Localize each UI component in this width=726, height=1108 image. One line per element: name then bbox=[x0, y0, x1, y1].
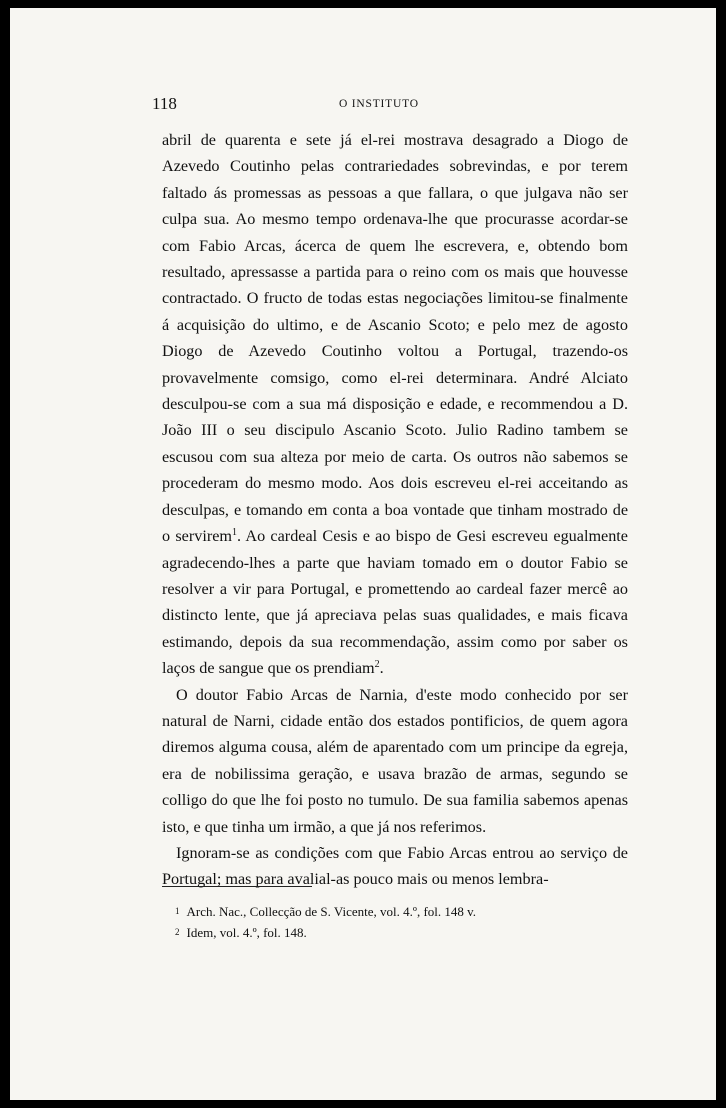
footnote-ref-1[interactable]: 1 bbox=[231, 527, 237, 539]
footnote-2-text: Idem, vol. 4.º, fol. 148. bbox=[186, 925, 307, 940]
body-text bbox=[162, 127, 628, 893]
paragraph-2: O doutor Fabio Arcas de Narnia, d'este modo conhecido por ser natural de Narni, cidade então dos estados pontificios, de quem agora diremos alguma cousa, além de aparentado com um principe da egreja, era de nobilissima geração, e usava brazão de armas, segundo se colligo do que lhe foi posto no tumulo. De sua familia sabemos apenas isto, e que tinha um irmão, a que já nos referimos. bbox=[162, 685, 628, 836]
paragraph-1 bbox=[162, 127, 628, 682]
page-header bbox=[152, 94, 628, 114]
footnote-1-text: Arch. Nac., Collecção de S. Vicente, vol. 4.º, fol. 148 v. bbox=[186, 904, 477, 919]
paragraph-3: Ignoram-se as condições com que Fabio Arcas entrou ao serviço de Portugal; mas para avalial-as pouco mais ou menos lembra- bbox=[162, 843, 628, 889]
paragraph-1-part-a: abril de quarenta e sete já el-rei mostrava desagrado a Diogo de Azevedo Coutinho pelas contrariedades sobrevindas, e por terem faltado ás promessas as pessoas a que fallara, o que julgava não ser culpa sua. Ao mesmo tempo ordenava-lhe que procurasse acordar-se com Fabio Arcas, ácerca de quem lhe escrevera, e, obtendo bom resultado, apressasse a partida para o reino com os mais que houvesse contractado. O fructo de todas estas negociações limitou-se finalmente á acquisição do ultimo, e de Ascanio Scoto; e pelo mez de agosto Diogo de Azevedo Coutinho voltou a Portugal, trazendo-os provavelmente comsigo, como el-rei determinara. André Alciato desculpou-se com a sua má disposição e edade, e recommendou a D. João III o seu discipulo Ascanio Scoto. Julio Radino tambem se escusou com sua alteza por meio de carta. Os outros não sabemos se procederam do mesmo modo. Aos dois escreveu el-rei acceitando as desculpas, e tomando em conta a boa vontade que tinham mostrado de o servirem bbox=[162, 131, 628, 546]
page-number: 118 bbox=[152, 94, 177, 113]
footnote-ref-2[interactable]: 2 bbox=[374, 659, 380, 671]
footnotes bbox=[175, 901, 615, 943]
running-head: O INSTITUTO bbox=[339, 98, 419, 110]
footnote-2 bbox=[175, 922, 615, 943]
paragraph-1-part-c: . bbox=[379, 659, 384, 678]
footnote-2-mark: 2 bbox=[175, 927, 180, 937]
footnote-1-mark: 1 bbox=[175, 906, 180, 916]
paragraph-1-part-b: . Ao cardeal Cesis e ao bispo de Gesi escreveu egualmente agradecendo-lhes a parte que haviam tomado em o doutor Fabio se resolver a vir para Portugal, e promettendo ao cardeal fazer mercê ao distincto lente, que já apreciava pelas suas qualidades, e mais ficava estimando, depois da sua recommendação, assim como por saber os laços de sangue que os prendiam bbox=[162, 527, 628, 678]
footnote-divider bbox=[162, 886, 312, 887]
footnote-1 bbox=[175, 901, 615, 922]
